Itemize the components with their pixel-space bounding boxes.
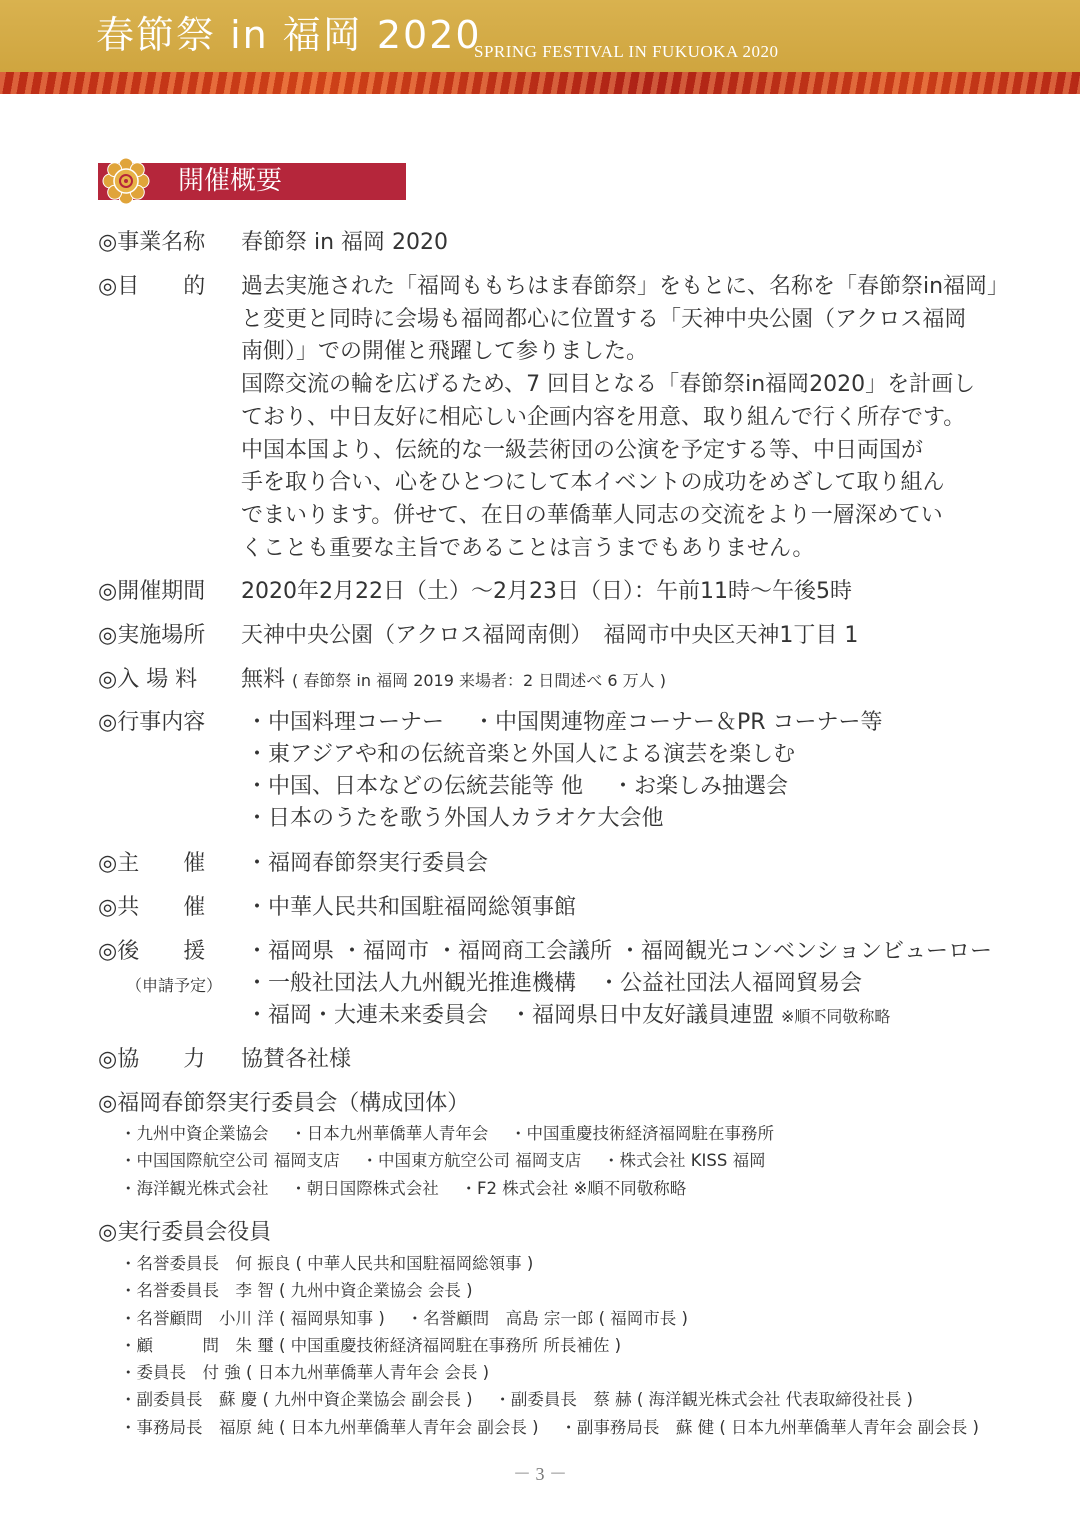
support-item: ・一般社団法人九州観光推進機構 ・公益社団法人福岡貿易会: [246, 971, 863, 996]
committee-line: ・中国国際航空公司 福岡支店 ・中国東方航空公司 福岡支店 ・株式会社 KISS 福岡: [120, 1151, 766, 1171]
purpose-line: 中国本国より、伝統的な一級芸術団の公演を予定する等、中日両国が: [241, 437, 924, 463]
cooperation-value: 協賛各社様: [241, 1047, 352, 1072]
organizer-label: ◎主 催: [98, 851, 206, 876]
event-item: ・東アジアや和の伝統音楽と外国人による演芸を楽しむ: [246, 742, 796, 767]
cooperation-label: ◎協 力: [98, 1047, 206, 1072]
officer-line: ・副委員長 蘇 慶 ( 九州中資企業協会 副会長 ) ・副委員長 蔡 赫 ( 海洋観光株式会社 代表取締役社長 ): [120, 1390, 913, 1410]
officer-line: ・顧 問 朱 璽 ( 中国重慶技術経済福岡駐在事務所 所長補佐 ): [120, 1335, 622, 1355]
committee-line: ・海洋観光株式会社 ・朝日国際株式会社 ・F2 株式会社 ※順不同敬称略: [120, 1178, 687, 1198]
purpose-line: 手を取り合い、心をひとつにして本イベントの成功をめざして取り組ん: [241, 470, 945, 496]
officer-line: ・名誉委員長 何 振良 ( 中華人民共和国駐福岡総領事 ): [120, 1254, 534, 1273]
fee-note: ( 春節祭 in 福岡 2019 来場者：2 日間述べ 6 万人 ): [292, 671, 666, 690]
committee-list: [120, 1120, 774, 1202]
officer-line: ・委員長 付 強 ( 日本九州華僑華人青年会 会長 ): [120, 1363, 490, 1383]
support-sub: （申請予定）: [126, 976, 223, 995]
co-organizer-label: ◎共 催: [98, 895, 206, 920]
support-list: [246, 936, 992, 1033]
event-item: ・中国、日本などの伝統芸能等 他 ・お楽しみ抽選会: [246, 774, 788, 799]
project-label: ◎事業名称: [98, 230, 206, 255]
venue-value: 天神中央公園（アクロス福岡南側） 福岡市中央区天神1丁目 1: [241, 623, 859, 648]
venue-label: ◎実施場所: [98, 623, 206, 648]
fee-amount: 無料: [241, 667, 286, 692]
purpose-label: ◎目 的: [98, 274, 206, 299]
section-title: 開催概要: [178, 166, 283, 196]
page-number: － 3 －: [513, 1464, 567, 1484]
fee-label: ◎入 場 料: [98, 667, 198, 692]
header-title: 春節祭 in 福岡 2020: [96, 13, 482, 57]
officer-line: ・名誉顧問 小川 洋 ( 福岡県知事 ) ・名誉顧問 高島 宗一郎 ( 福岡市長 ): [120, 1308, 688, 1328]
period-value: 2020年2月22日（土）～2月23日（日）：午前11時～午後5時: [241, 579, 852, 604]
purpose-line: 国際交流の輪を広げるため、7 回目となる「春節祭in福岡2020」を計画し: [241, 372, 976, 398]
officers-list: [120, 1250, 979, 1441]
section-heading: [98, 163, 406, 200]
committee-line: ・九州中資企業協会 ・日本九州華僑華人青年会 ・中国重慶技術経済福岡駐在事務所: [120, 1124, 774, 1143]
co-organizer-value: ・中華人民共和国駐福岡総領事館: [246, 895, 577, 920]
events-list: [246, 707, 883, 835]
officer-line: ・名誉委員長 李 智 ( 九州中資企業協会 会長 ): [120, 1281, 473, 1301]
event-item: ・日本のうたを歌う外国人カラオケ大会他: [246, 806, 664, 831]
fee-value: [241, 664, 666, 697]
decorative-band: [0, 72, 1080, 94]
header-subtitle: SPRING FESTIVAL IN FUKUOKA 2020: [474, 42, 779, 61]
support-note: ※順不同敬称略: [781, 1007, 891, 1026]
support-item-text: ・福岡・大連未来委員会 ・福岡県日中友好議員連盟: [246, 1003, 775, 1028]
officers-heading: ◎実行委員会役員: [98, 1220, 272, 1245]
committee-heading: ◎福岡春節祭実行委員会（構成団体）: [98, 1091, 470, 1116]
events-label: ◎行事内容: [98, 710, 206, 735]
purpose-line: 南側）」での開催と飛躍して参りました。: [241, 339, 649, 365]
officer-line: ・事務局長 福原 純 ( 日本九州華僑華人青年会 副会長 ) ・副事務局長 蘇 健 ( 日本九州華僑華人青年会 副会長 ): [120, 1417, 979, 1437]
purpose-line: でまいります。併せて、在日の華僑華人同志の交流をより一層深めてい: [241, 502, 943, 528]
project-value: 春節祭 in 福岡 2020: [241, 230, 449, 255]
support-item: [246, 1000, 992, 1033]
event-item: ・中国料理コーナー ・中国関連物産コーナー＆PR コーナー等: [246, 710, 883, 735]
page-header: [0, 0, 1080, 72]
flower-crest-icon: [102, 157, 150, 205]
organizer-value: ・福岡春節祭実行委員会: [246, 851, 489, 876]
purpose-text: [241, 271, 1009, 565]
purpose-line: ており、中日友好に相応しい企画内容を用意、取り組んで行く所存です。: [241, 404, 966, 430]
purpose-line: と変更と同時に会場も福岡都心に位置する「天神中央公園（アクロス福岡: [241, 306, 967, 332]
purpose-line: 過去実施された「福岡ももちはま春節祭」をもとに、名称を「春節祭in福岡」: [241, 274, 1010, 299]
period-label: ◎開催期間: [98, 579, 206, 604]
support-label: ◎後 援: [98, 939, 206, 964]
support-item: ・福岡県 ・福岡市 ・福岡商工会議所 ・福岡観光コンベンションビューロー: [246, 939, 992, 964]
purpose-line: くことも重要な主旨であることは言うまでもありません。: [241, 535, 815, 561]
